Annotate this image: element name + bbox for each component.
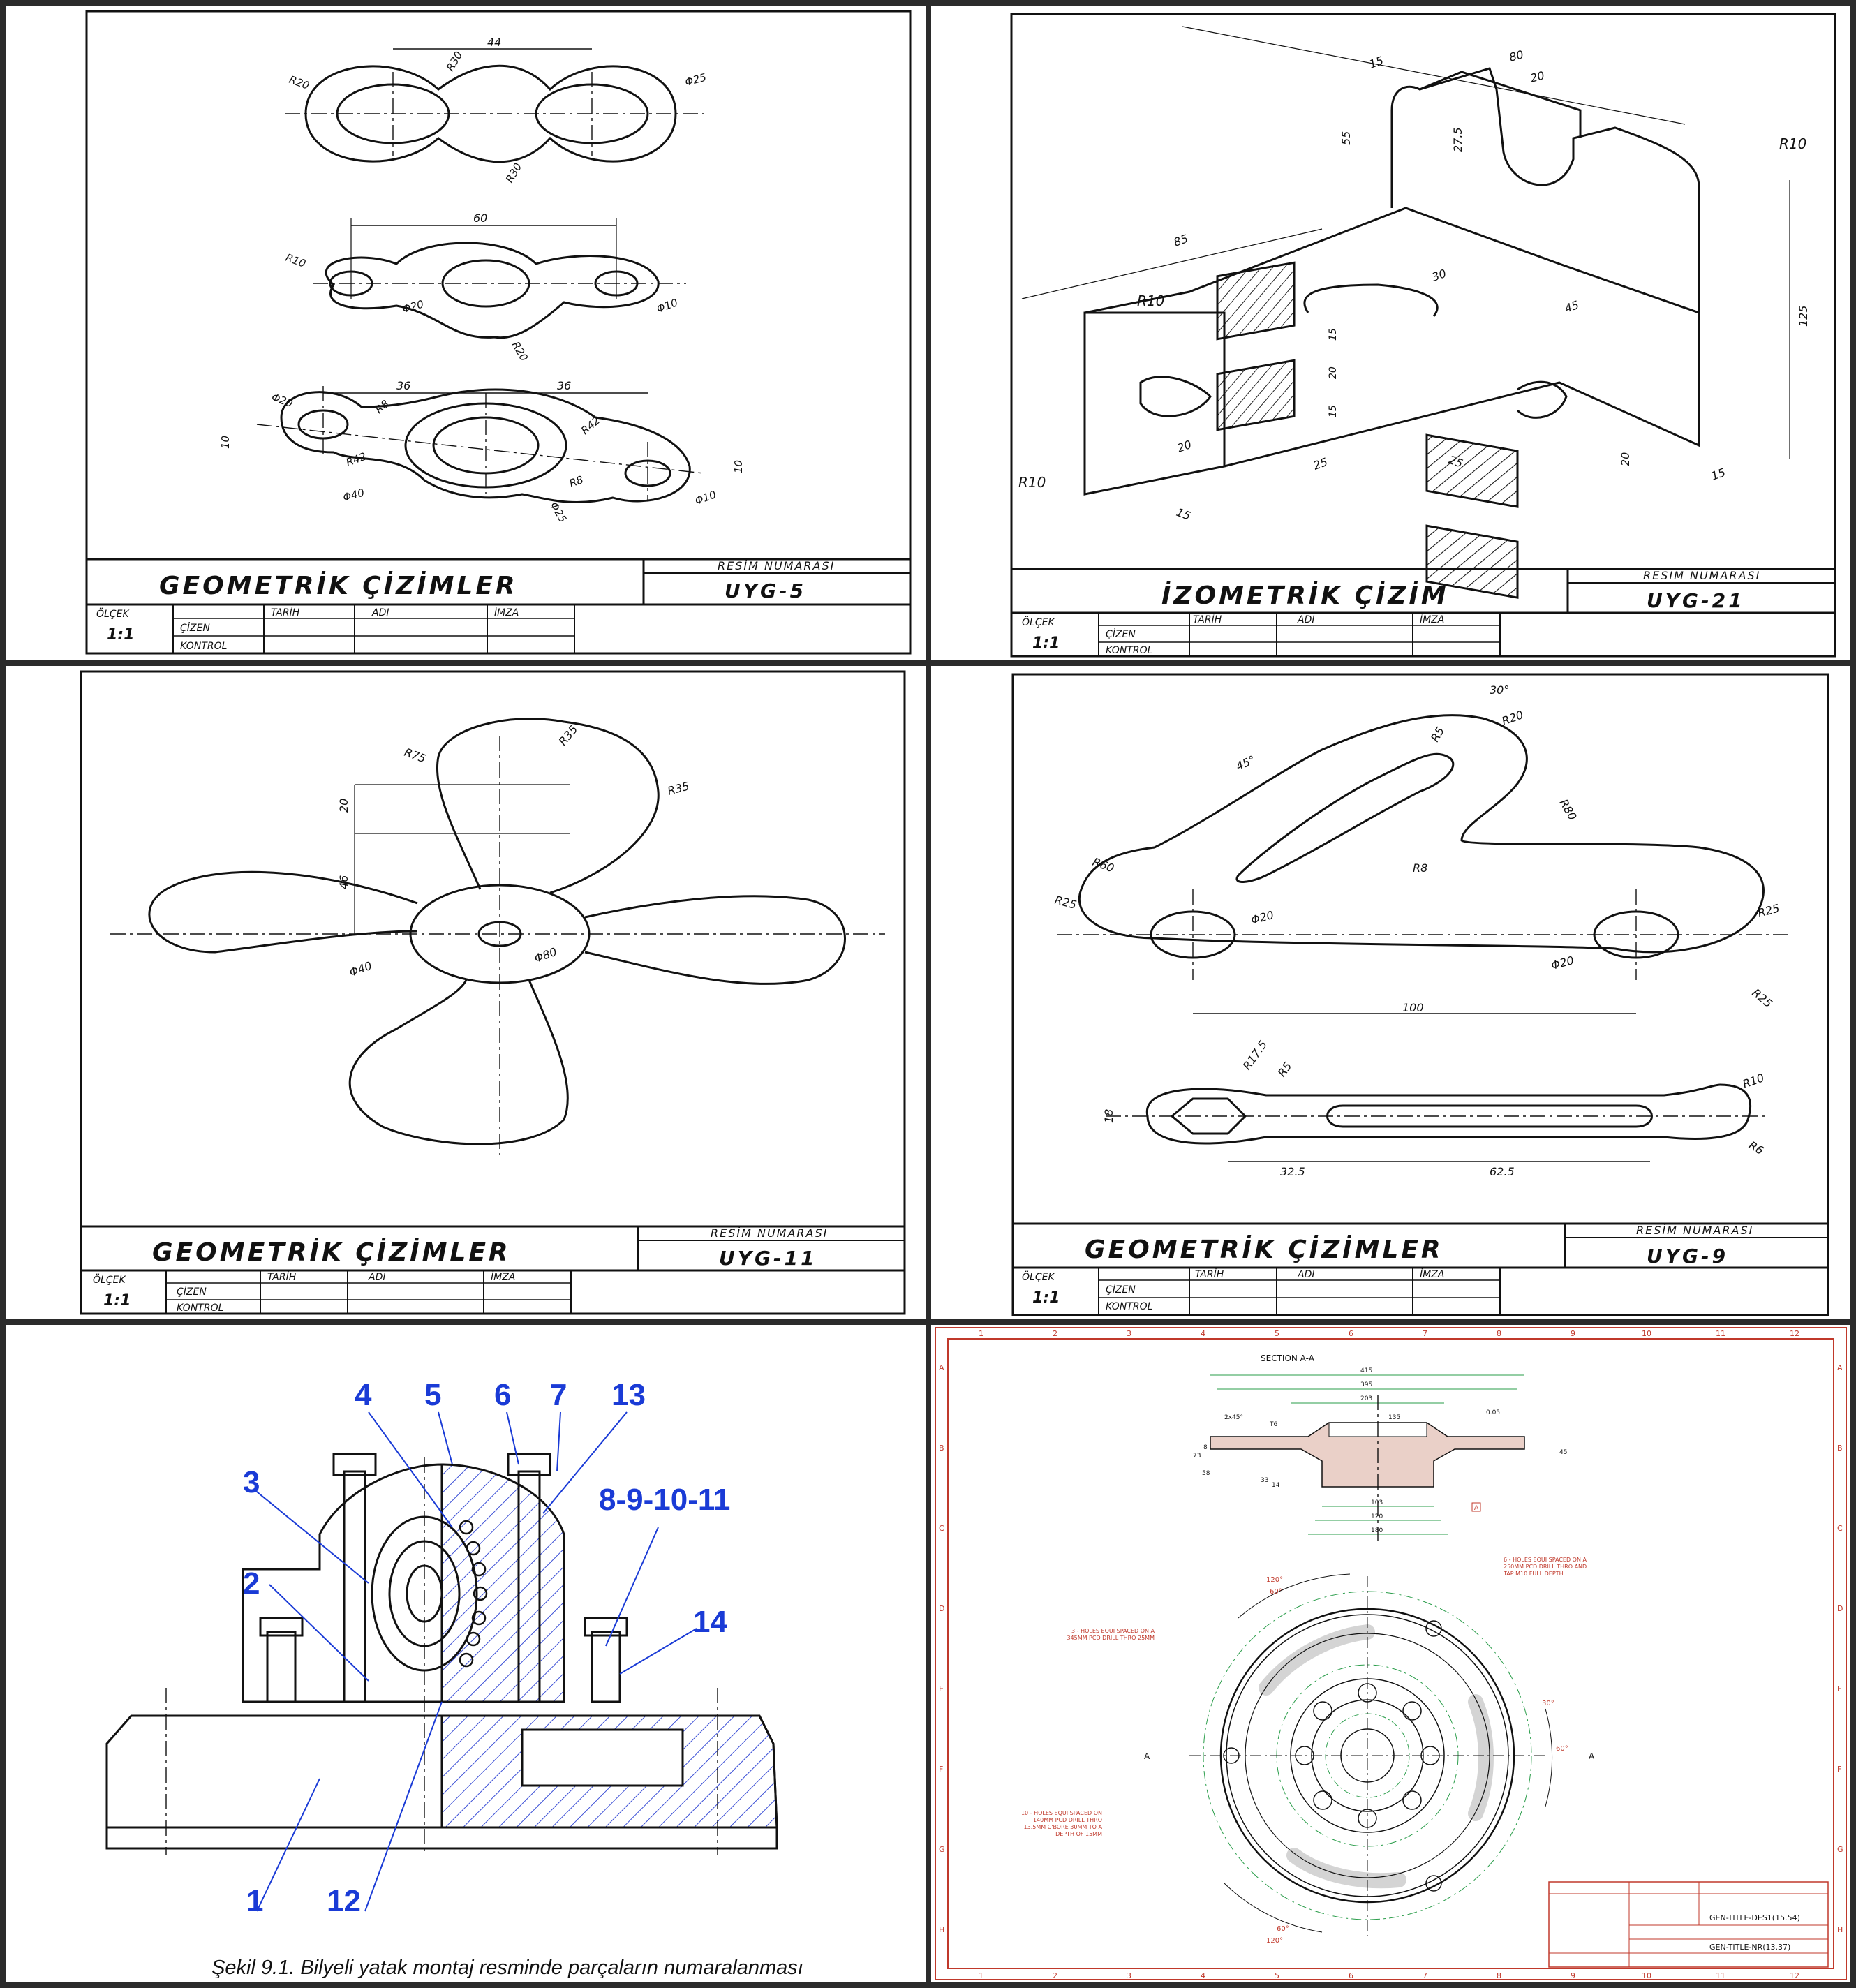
- svg-text:36: 36: [557, 379, 572, 392]
- svg-text:30°: 30°: [1490, 683, 1510, 697]
- svg-text:20: 20: [1529, 68, 1546, 85]
- svg-text:B: B: [1837, 1444, 1843, 1453]
- svg-text:H: H: [1837, 1925, 1843, 1934]
- section-title: SECTION A-A: [1261, 1353, 1314, 1363]
- svg-text:4: 4: [1201, 1329, 1205, 1338]
- svg-text:2x45°: 2x45°: [1224, 1414, 1244, 1421]
- svg-text:10: 10: [732, 459, 745, 473]
- svg-text:10: 10: [1642, 1329, 1651, 1338]
- title-block: [1013, 1224, 1828, 1315]
- svg-text:R30: R30: [443, 49, 466, 73]
- svg-text:6: 6: [1349, 1971, 1353, 1980]
- svg-text:14: 14: [1272, 1482, 1280, 1489]
- lever-arm-profile: [219, 379, 745, 525]
- svg-text:R20: R20: [1499, 708, 1525, 728]
- drawing-number: UYG-11: [719, 1247, 817, 1270]
- flange-title-block: [1549, 1882, 1828, 1967]
- svg-text:2: 2: [1053, 1329, 1057, 1338]
- svg-text:33: 33: [1261, 1477, 1269, 1484]
- svg-text:120°: 120°: [1266, 1937, 1284, 1945]
- svg-text:KONTROL: KONTROL: [1106, 1301, 1153, 1312]
- scale-label: ÖLÇEK: [96, 609, 129, 620]
- svg-text:ÇİZEN: ÇİZEN: [177, 1286, 207, 1298]
- drawing-number: UYG-21: [1647, 589, 1745, 612]
- svg-text:Φ20: Φ20: [401, 297, 425, 316]
- svg-text:R5: R5: [1428, 725, 1448, 744]
- svg-text:R75: R75: [402, 745, 428, 766]
- svg-text:30°: 30°: [1542, 1700, 1554, 1707]
- svg-text:5: 5: [1275, 1971, 1279, 1980]
- svg-text:RESİM NUMARASI: RESİM NUMARASI: [711, 1226, 829, 1240]
- svg-text:Φ25: Φ25: [547, 500, 570, 525]
- svg-text:H: H: [939, 1925, 945, 1934]
- svg-text:ÖLÇEK: ÖLÇEK: [1022, 1272, 1055, 1283]
- svg-text:B: B: [939, 1444, 944, 1453]
- svg-text:73: 73: [1193, 1453, 1201, 1460]
- svg-text:20: 20: [1328, 366, 1339, 379]
- svg-text:ADI: ADI: [372, 607, 389, 618]
- svg-text:TARİH: TARİH: [1193, 614, 1222, 625]
- drawing-sheet-uyg5: [6, 6, 926, 660]
- svg-text:R30: R30: [503, 161, 525, 185]
- title-text: GEOMETRİK ÇİZİMLER: [1085, 1236, 1443, 1264]
- svg-text:ADI: ADI: [369, 1272, 386, 1283]
- svg-text:9: 9: [1571, 1971, 1575, 1980]
- svg-text:120°: 120°: [1266, 1576, 1284, 1584]
- svg-text:3: 3: [1127, 1329, 1131, 1338]
- svg-text:15: 15: [1328, 405, 1339, 417]
- svg-text:20: 20: [1175, 437, 1194, 455]
- svg-text:R35: R35: [556, 722, 581, 748]
- svg-text:R25: R25: [1053, 893, 1078, 912]
- svg-text:TARİH: TARİH: [267, 1272, 297, 1283]
- svg-text:R42: R42: [579, 414, 603, 438]
- svg-text:TARİH: TARİH: [271, 607, 300, 618]
- svg-text:KONTROL: KONTROL: [177, 1303, 224, 1314]
- grid-ref-cols-top: [979, 1329, 1799, 1338]
- callout-1: 1: [246, 1884, 264, 1918]
- svg-text:45°: 45°: [1233, 752, 1258, 773]
- svg-text:62.5: 62.5: [1490, 1165, 1515, 1178]
- svg-text:RESİM NUMARASI: RESİM NUMARASI: [1643, 569, 1761, 582]
- svg-text:85: 85: [1171, 231, 1190, 249]
- svg-text:12: 12: [1790, 1329, 1799, 1338]
- title-block: [1011, 569, 1835, 656]
- svg-text:R10: R10: [1740, 1071, 1766, 1091]
- flange-plan-view: [1189, 1574, 1552, 1936]
- svg-text:R8: R8: [1413, 861, 1428, 875]
- drawing-sheet-uyg21: [931, 6, 1850, 660]
- svg-text:30: 30: [1430, 266, 1448, 284]
- svg-text:8: 8: [1497, 1329, 1501, 1338]
- callout-13: 13: [611, 1378, 646, 1412]
- svg-text:A: A: [1837, 1363, 1843, 1372]
- svg-text:8: 8: [1497, 1971, 1501, 1980]
- svg-text:10: 10: [219, 435, 232, 449]
- svg-text:60°: 60°: [1270, 1588, 1282, 1596]
- svg-text:F: F: [939, 1765, 944, 1774]
- svg-text:45: 45: [1559, 1449, 1568, 1456]
- svg-text:7: 7: [1423, 1329, 1427, 1338]
- svg-text:203: 203: [1360, 1395, 1373, 1402]
- svg-text:Φ10: Φ10: [693, 488, 718, 507]
- title-text: GEOMETRİK ÇİZİMLER: [159, 572, 518, 600]
- svg-text:R42: R42: [344, 450, 369, 469]
- svg-text:Φ80: Φ80: [532, 944, 559, 965]
- svg-text:ÖLÇEK: ÖLÇEK: [1022, 617, 1055, 628]
- svg-text:R60: R60: [1090, 854, 1116, 875]
- svg-text:Φ20: Φ20: [1550, 953, 1575, 972]
- link-arm-profile: [1057, 715, 1790, 1162]
- isometric-bracket: [1022, 27, 1790, 598]
- svg-text:46: 46: [337, 875, 350, 889]
- svg-text:ÇİZEN: ÇİZEN: [180, 623, 210, 634]
- note-3-holes: 3 - HOLES EQUI SPACED ON A 345MM PCD DRILL THRO 25MM: [1067, 1628, 1155, 1641]
- svg-text:R25: R25: [1756, 901, 1781, 920]
- note-10-holes: 10 - HOLES EQUI SPACED ON 140MM PCD DRILL THRO 13.5MM C'BORE 30MM TO A DEPTH OF 15MM: [1020, 1810, 1102, 1837]
- svg-text:36: 36: [396, 379, 411, 392]
- svg-text:G: G: [1837, 1845, 1843, 1854]
- callout-14: 14: [693, 1605, 727, 1639]
- svg-text:R25: R25: [1749, 986, 1775, 1011]
- three-lobe-plate: [284, 212, 686, 364]
- svg-text:1: 1: [979, 1971, 983, 1980]
- scale-value: 1:1: [1032, 635, 1060, 652]
- svg-text:TARİH: TARİH: [1195, 1269, 1224, 1280]
- bearing-assembly-drawing: [6, 1325, 926, 1982]
- svg-text:KONTROL: KONTROL: [180, 641, 228, 652]
- title-line-1: GEN-TITLE-DES1(15.54): [1709, 1913, 1800, 1922]
- svg-text:0.05: 0.05: [1486, 1409, 1501, 1416]
- svg-text:135: 135: [1388, 1414, 1401, 1421]
- callout-4: 4: [355, 1378, 372, 1412]
- svg-text:Φ25: Φ25: [683, 71, 708, 89]
- svg-text:60°: 60°: [1556, 1745, 1568, 1753]
- svg-text:İMZA: İMZA: [1420, 614, 1445, 625]
- svg-text:1: 1: [979, 1329, 983, 1338]
- scale-value: 1:1: [103, 1292, 131, 1310]
- svg-text:25: 25: [1446, 452, 1465, 470]
- svg-text:7: 7: [1423, 1971, 1427, 1980]
- svg-text:E: E: [939, 1684, 944, 1693]
- svg-text:5: 5: [1275, 1329, 1279, 1338]
- drawing-number: UYG-5: [725, 579, 807, 602]
- drawing-number: UYG-9: [1647, 1245, 1729, 1268]
- svg-text:A: A: [1474, 1505, 1479, 1512]
- svg-text:F: F: [1837, 1765, 1842, 1774]
- svg-text:Φ20: Φ20: [269, 390, 295, 410]
- svg-text:27.5: 27.5: [1451, 127, 1464, 152]
- svg-text:ÇİZEN: ÇİZEN: [1106, 629, 1136, 640]
- svg-text:D: D: [939, 1604, 945, 1613]
- svg-text:İMZA: İMZA: [1420, 1269, 1445, 1280]
- scale-value: 1:1: [107, 626, 135, 644]
- svg-text:R17.5: R17.5: [1240, 1038, 1270, 1073]
- svg-text:103: 103: [1371, 1499, 1383, 1506]
- svg-text:45: 45: [1562, 297, 1581, 316]
- svg-text:R35: R35: [666, 779, 691, 798]
- svg-text:9: 9: [1571, 1329, 1575, 1338]
- svg-text:415: 415: [1360, 1367, 1373, 1374]
- svg-text:11: 11: [1716, 1329, 1725, 1338]
- callout-2: 2: [243, 1566, 260, 1601]
- svg-text:ADI: ADI: [1298, 1269, 1315, 1280]
- figure-eight-profile: [285, 36, 708, 185]
- title-line-2: GEN-TITLE-NR(13.37): [1709, 1943, 1791, 1952]
- svg-text:C: C: [1837, 1524, 1843, 1533]
- callout-8-11: 8-9-10-11: [599, 1483, 731, 1517]
- svg-text:100: 100: [1402, 1001, 1424, 1014]
- callout-12: 12: [327, 1884, 361, 1918]
- svg-text:4: 4: [1201, 1971, 1205, 1980]
- svg-text:20: 20: [1619, 452, 1632, 466]
- svg-text:Φ20: Φ20: [1249, 907, 1275, 927]
- svg-text:Φ40: Φ40: [347, 958, 374, 979]
- svg-text:180: 180: [1371, 1527, 1383, 1534]
- svg-text:R20: R20: [509, 339, 530, 364]
- svg-text:11: 11: [1716, 1971, 1725, 1980]
- callout-5: 5: [424, 1378, 442, 1412]
- svg-text:RESİM NUMARASI: RESİM NUMARASI: [1636, 1224, 1754, 1237]
- svg-text:İMZA: İMZA: [491, 1272, 516, 1283]
- propeller-profile: [110, 719, 885, 1155]
- svg-text:125: 125: [1797, 305, 1810, 327]
- svg-text:D: D: [1837, 1604, 1843, 1613]
- svg-text:C: C: [939, 1524, 944, 1533]
- svg-text:80: 80: [1508, 47, 1525, 64]
- svg-text:55: 55: [1339, 131, 1353, 145]
- svg-text:ÇİZEN: ÇİZEN: [1106, 1284, 1136, 1296]
- svg-text:R5: R5: [1275, 1059, 1295, 1080]
- svg-text:6: 6: [1349, 1329, 1353, 1338]
- svg-text:R10: R10: [283, 251, 308, 270]
- title-text: İZOMETRİK ÇİZİM: [1161, 581, 1449, 610]
- svg-text:ADI: ADI: [1298, 614, 1315, 625]
- svg-text:60: 60: [473, 212, 488, 225]
- svg-text:R80: R80: [1557, 796, 1580, 823]
- svg-text:R10: R10: [1779, 135, 1807, 152]
- svg-text:T6: T6: [1270, 1421, 1278, 1428]
- svg-text:58: 58: [1202, 1470, 1210, 1477]
- svg-text:R10: R10: [1137, 292, 1165, 309]
- drawing-sheet-uyg11: [6, 666, 926, 1319]
- svg-text:A: A: [1589, 1751, 1595, 1761]
- svg-text:Φ10: Φ10: [655, 296, 680, 316]
- svg-text:ÖLÇEK: ÖLÇEK: [93, 1275, 126, 1286]
- svg-text:R6: R6: [1746, 1138, 1766, 1158]
- svg-text:R8: R8: [567, 473, 586, 490]
- svg-text:18: 18: [1102, 1108, 1115, 1123]
- svg-text:KONTROL: KONTROL: [1106, 645, 1153, 656]
- svg-text:395: 395: [1360, 1381, 1373, 1388]
- svg-text:Φ40: Φ40: [341, 486, 366, 504]
- svg-text:8: 8: [1203, 1444, 1208, 1451]
- svg-text:İMZA: İMZA: [494, 607, 519, 618]
- svg-text:G: G: [939, 1845, 945, 1854]
- svg-text:12: 12: [1790, 1971, 1799, 1980]
- svg-text:120: 120: [1371, 1513, 1383, 1520]
- svg-text:A: A: [939, 1363, 944, 1372]
- title-block: [87, 559, 910, 653]
- svg-text:R20: R20: [287, 73, 311, 92]
- callout-7: 7: [550, 1378, 567, 1412]
- title-block: [81, 1226, 905, 1314]
- drawing-number-label: RESİM NUMARASI: [718, 559, 836, 572]
- figure-caption: Şekil 9.1. Bilyeli yatak montaj resminde parçaların numaralanması: [211, 1957, 803, 1979]
- scale-value: 1:1: [1032, 1289, 1060, 1307]
- svg-text:25: 25: [1311, 454, 1330, 473]
- callout-6: 6: [494, 1378, 512, 1412]
- svg-text:2: 2: [1053, 1971, 1057, 1980]
- title-text: GEOMETRİK ÇİZİMLER: [152, 1238, 511, 1267]
- svg-text:R10: R10: [1018, 474, 1046, 491]
- svg-text:15: 15: [1174, 505, 1193, 523]
- flange-drawing-sheet: [931, 1325, 1850, 1982]
- svg-text:A: A: [1144, 1751, 1150, 1761]
- svg-text:15: 15: [1367, 53, 1386, 71]
- svg-text:E: E: [1837, 1684, 1842, 1693]
- callout-3: 3: [243, 1465, 260, 1499]
- svg-text:44: 44: [487, 36, 502, 49]
- svg-text:15: 15: [1709, 465, 1728, 483]
- svg-text:R8: R8: [373, 397, 392, 417]
- svg-text:20: 20: [337, 798, 350, 813]
- note-6-holes: 6 - HOLES EQUI SPACED ON A 250MM PCD DRILL THRO AND TAP M10 FULL DEPTH: [1504, 1557, 1587, 1577]
- svg-text:15: 15: [1328, 328, 1339, 341]
- svg-text:32.5: 32.5: [1280, 1165, 1305, 1178]
- svg-text:60°: 60°: [1277, 1925, 1289, 1933]
- drawing-sheet-uyg9: [931, 666, 1850, 1319]
- svg-text:3: 3: [1127, 1971, 1131, 1980]
- svg-text:10: 10: [1642, 1971, 1651, 1980]
